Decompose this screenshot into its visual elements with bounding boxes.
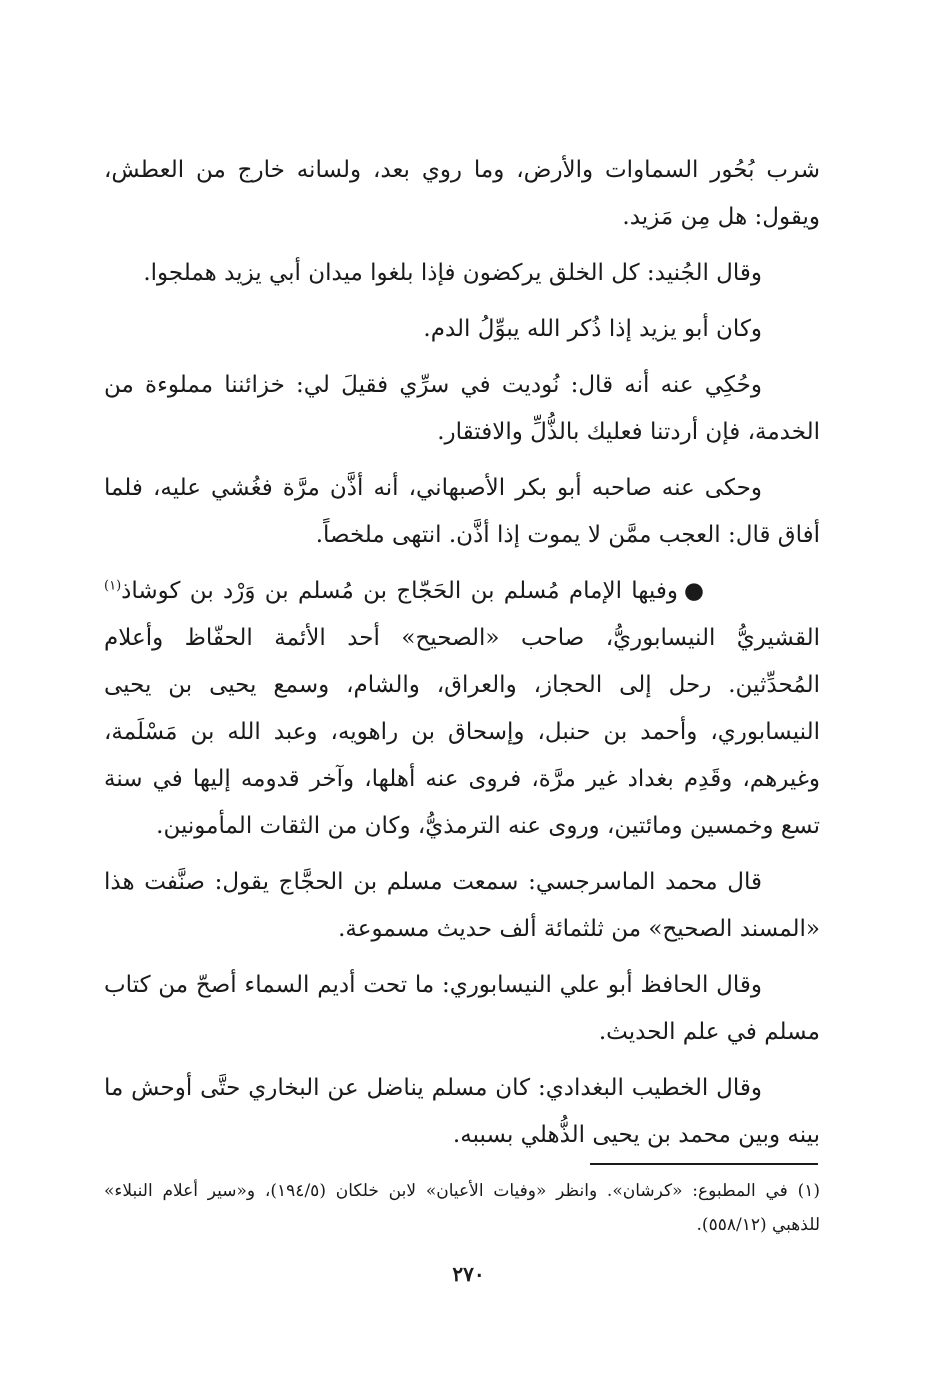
paragraph-9: وقال الخطيب البغدادي: كان مسلم يناضل عن البخاري حتَّى أوحش ما بينه وبين محمد بن يحيى الذُّهلي بسببه.: [104, 1075, 820, 1148]
paragraph-3: وكان أبو يزيد إذا ذُكر الله يبوِّلُ الدم.: [423, 316, 762, 342]
paragraph-7: قال محمد الماسرجسي: سمعت مسلم بن الحجَّاج يقول: صنَّفت هذا «المسند الصحيح» من ثلثمائة ألف حديث مسموعة.: [104, 869, 820, 942]
paragraph-6-biography: [104, 568, 820, 850]
footnote-divider: [590, 1163, 818, 1165]
main-text: [104, 147, 820, 1168]
paragraph-8: وقال الحافظ أبو علي النيسابوري: ما تحت أديم السماء أصحّ من كتاب مسلم في علم الحديث.: [104, 972, 820, 1045]
biography-opening: وفيها الإمام مُسلم بن الحَجّاج بن مُسلم بن وَرْد بن كوشاذ: [121, 578, 678, 604]
page-number: ٢٧٠: [452, 1262, 485, 1286]
bullet-icon: ●: [683, 578, 704, 604]
paragraph-5: وحكى عنه صاحبه أبو بكر الأصبهاني، أنه أذَّن مرَّة فغُشي عليه، فلما أفاق قال: العجب ممَّن لا يموت إذا أذَّن. انتهى ملخصاً.: [104, 475, 820, 548]
paragraph-4: وحُكِي عنه أنه قال: نُوديت في سرِّي فقيلَ لي: خزائننا مملوءة من الخدمة، فإن أردتنا فعليك بالذُّلِّ والافتقار.: [104, 372, 820, 445]
footnote: (١) في المطبوع: «كرشان». وانظر «وفيات الأعيان» لابن خلكان (١٩٤/٥)، و«سير أعلام النبلاء» للذهبي (٥٥٨/١٢).: [104, 1181, 820, 1235]
footnote-reference: (١): [104, 578, 122, 594]
paragraph-1: شرب بُحُور السماوات والأرض، وما روي بعد، ولسانه خارج من العطش، ويقول: هل مِن مَزيد.: [104, 157, 820, 230]
biography-body: القشيريُّ النيسابوريُّ، صاحب «الصحيح» أحد الأئمة الحفّاظ وأعلام المُحدِّثين. رحل إلى الحجاز، والعراق، والشام، وسمع يحيى بن يحيى النيسابوري، وأحمد بن حنبل، وإسحاق بن راهويه، وعبد الله بن مَسْلَمة، وغيرهم، وقَدِم بغداد غير مرَّة، فروى عنه أهلها، وآخر قدومه إليها في سنة تسع وخمسين ومائتين، وروى عنه الترمذيُّ، وكان من الثقات المأمونين.: [104, 625, 820, 839]
paragraph-2: وقال الجُنيد: كل الخلق يركضون فإذا بلغوا ميدان أبي يزيد هملجوا.: [143, 260, 762, 286]
